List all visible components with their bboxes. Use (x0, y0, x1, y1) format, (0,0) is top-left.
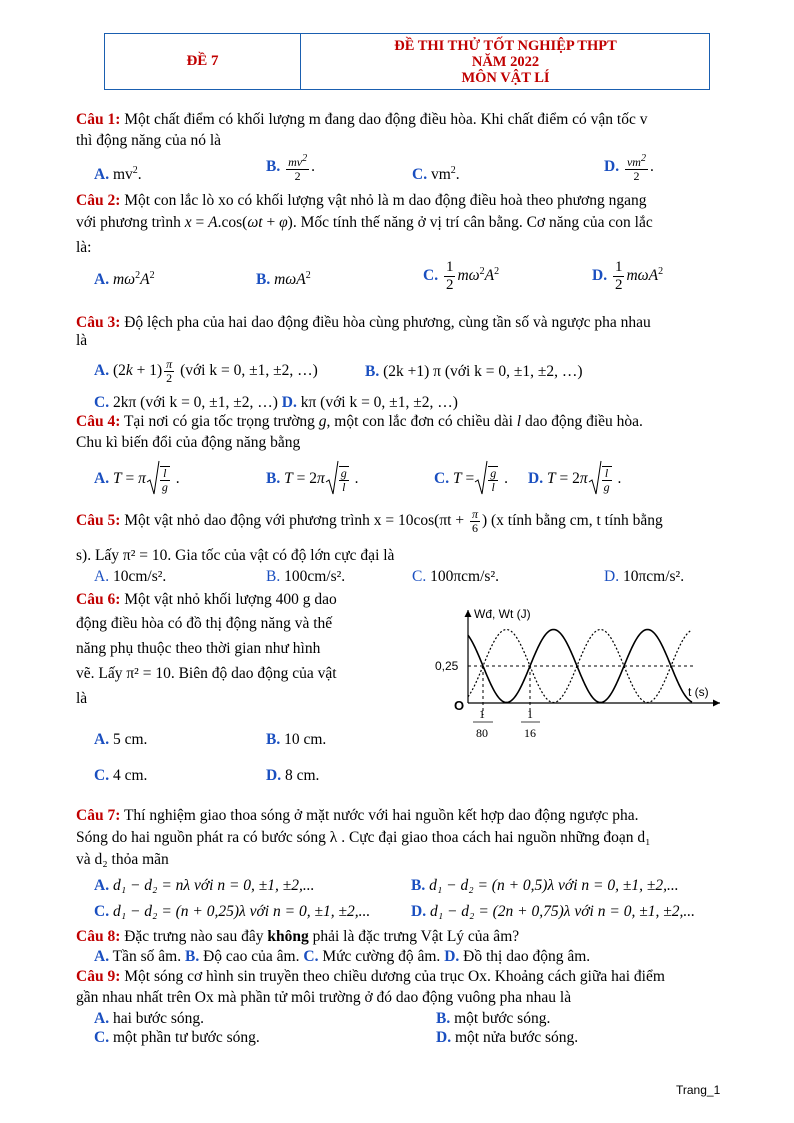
q1-option-d[interactable]: D. $\frac{vm^2}{2}$ . (604, 153, 654, 183)
q6-option-d[interactable]: D. 8 cm. (266, 767, 320, 784)
q1-stem: Câu 1: Một chất điểm có khối lượng m đang dao động điều hòa. Khi chất điểm có vận tốc v (76, 111, 648, 128)
q1-stem-2: thì động năng của nó là (76, 132, 222, 149)
q7-option-b[interactable]: B. d₁ − d₂ = (n + 0,5)λ với n = 0, ±1, ±2,... (411, 877, 679, 894)
q7-stem: Câu 7: Thí nghiệm giao thoa sóng ở mặt nước với hai nguồn kết hợp dao động ngược pha. (76, 807, 639, 824)
q7-stem-3: và d₂ thỏa mãn (76, 851, 169, 868)
q4-option-a[interactable]: A. T = π $\frac{l}{g}$ . (94, 460, 180, 498)
q6-option-c[interactable]: C. 4 cm. (94, 767, 148, 784)
exam-title (302, 34, 709, 89)
q2-stem-3: là: (76, 239, 92, 256)
q1-option-b[interactable]: B. $\frac{mv^2}{2}$ . (266, 153, 315, 183)
q6-option-b[interactable]: B. 10 cm. (266, 731, 327, 748)
q6-option-a[interactable]: A. 5 cm. (94, 731, 148, 748)
q9-option-a[interactable]: A. hai bước sóng. (94, 1010, 205, 1027)
sqrt-icon (325, 460, 339, 496)
q9-stem-2: gần nhau nhất trên Ox mà phần tử môi trường ở đó dao động vuông pha nhau là (76, 989, 572, 1006)
q7-stem-2: Sóng do hai nguồn phát ra có bước sóng λ . Cực đại giao thoa cách hai nguồn những đoạn d₁ (76, 829, 651, 846)
q3-stem-2: là (76, 332, 88, 349)
q5-option-b[interactable]: B. 100cm/s². (266, 568, 346, 585)
q2-stem-2: với phương trình x = A.cos(ωt + φ). Mốc tính thế năng ở vị trí cân bằng. Cơ năng của con lắc (76, 214, 653, 231)
q1-option-c[interactable]: C. $vm^2$. (412, 165, 460, 184)
q8-options[interactable]: A. Tần số âm. B. Độ cao của âm. C. Mức cường độ âm. D. Đồ thị dao động âm. (94, 948, 591, 965)
q5-option-d[interactable]: D. 10πcm/s². (604, 568, 685, 585)
q9-option-c[interactable]: C. một phần tư bước sóng. (94, 1029, 260, 1046)
q4-option-c[interactable]: C. T = $\frac{g}{l}$ . (434, 460, 508, 498)
q3-option-c[interactable]: C. 2kπ (với k = 0, ±1, ±2, …) D. kπ (với k = 0, ±1, ±2, …) (94, 394, 458, 411)
q6-stem-5: là (76, 690, 88, 707)
q2-option-c[interactable]: C. $\frac{1}{2}$ $m\omega^2A^2$ (423, 259, 500, 293)
q6-stem: Câu 6: Một vật nhỏ khối lượng 400 g dao (76, 591, 337, 608)
q9-option-d[interactable]: D. một nửa bước sóng. (436, 1029, 579, 1046)
q2-option-d[interactable]: D. $\frac{1}{2}$ mωA$^2$ (592, 259, 664, 293)
q6-stem-4: vẽ. Lấy π² = 10. Biên độ dao động của vật (76, 665, 337, 682)
y-value-label: 0,25 (435, 659, 459, 673)
q4-stem-2: Chu kì biến đổi của động năng bằng (76, 434, 301, 451)
q1-option-a[interactable]: A. $mv^2$. (94, 165, 142, 184)
energy-time-graph (430, 600, 730, 750)
q2-stem: Câu 2: Một con lắc lò xo có khối lượng vật nhỏ là m dao động điều hoà theo phương ngang (76, 192, 647, 209)
origin-label: O (454, 698, 465, 713)
q4-stem: Câu 4: Tại nơi có gia tốc trọng trường g, một con lắc đơn có chiều dài l dao động điều hòa. (76, 413, 643, 430)
page-number: Trang_1 (676, 1083, 721, 1097)
q5-stem-2: s). Lấy π² = 10. Gia tốc của vật có độ lớn cực đại là (76, 547, 395, 564)
q3-option-a[interactable]: A. (2k + 1) $\frac{\pi}{2}$ (với k = 0, ±1, ±2, …) (94, 357, 318, 385)
q5-option-c[interactable]: C. 100πcm/s². (412, 568, 499, 585)
sqrt-icon (474, 460, 488, 496)
t2-numerator: 1 (527, 707, 533, 721)
q7-option-c[interactable]: C. d₁ − d₂ = (n + 0,25)λ với n = 0, ±1, ±2,... (94, 903, 371, 920)
exam-code: ĐỀ 7 (105, 34, 301, 89)
q2-option-b[interactable]: B. mωA$^2$ (256, 270, 311, 289)
q4-option-d[interactable]: D. T = 2π $\frac{l}{g}$ . (528, 460, 621, 498)
q5-stem: Câu 5: Một vật nhỏ dao động với phương trình x = 10cos(πt + $\frac{\pi}{6}$ ) (x tính bằng cm, t tính bằng (76, 507, 663, 535)
t1-denominator: 80 (476, 726, 488, 740)
q2-option-a[interactable]: A. $m\omega^2A^2$ (94, 270, 155, 289)
q6-stem-3: năng phụ thuộc theo thời gian như hình (76, 640, 321, 657)
q6-stem-2: động điều hòa có đồ thị động năng và thế (76, 615, 333, 632)
q8-stem: Câu 8: Đặc trưng nào sau đây không phải là đặc trưng Vật Lý của âm? (76, 928, 520, 945)
exam-title-line2: NĂM 2022 (471, 53, 540, 70)
y-axis-label: Wđ, Wt (J) (474, 607, 531, 621)
sqrt-icon (588, 460, 602, 496)
x-axis-label: t (s) (688, 685, 709, 699)
q3-stem: Câu 3: Độ lệch pha của hai dao động điều hòa cùng phương, cùng tần số và ngược pha nhau (76, 314, 651, 331)
exam-title-line1: ĐỀ THI THỬ TỐT NGHIỆP THPT (394, 37, 617, 54)
t1-numerator: 1 (479, 707, 485, 721)
q7-option-a[interactable]: A. d₁ − d₂ = nλ với n = 0, ±1, ±2,... (94, 877, 315, 894)
kinetic-energy-curve (468, 630, 692, 703)
t2-denominator: 16 (524, 726, 536, 740)
exam-title-line3: MÔN VẬT LÍ (461, 69, 550, 86)
q7-option-d[interactable]: D. d₁ − d₂ = (2n + 0,75)λ với n = 0, ±1, ±2,... (411, 903, 695, 920)
q9-stem: Câu 9: Một sóng cơ hình sin truyền theo chiều dương của trục Ox. Khoảng cách giữa hai điểm (76, 968, 665, 985)
q4-option-b[interactable]: B. T = 2π $\frac{g}{l}$ . (266, 460, 358, 498)
potential-energy-curve (468, 630, 692, 703)
q3-option-b[interactable]: B. (2k +1) π (với k = 0, ±1, ±2, …) (365, 363, 583, 380)
sqrt-icon (146, 460, 160, 496)
q5-option-a[interactable]: A. 10cm/s². (94, 568, 167, 585)
exam-header (104, 33, 710, 90)
q9-option-b[interactable]: B. một bước sóng. (436, 1010, 551, 1027)
